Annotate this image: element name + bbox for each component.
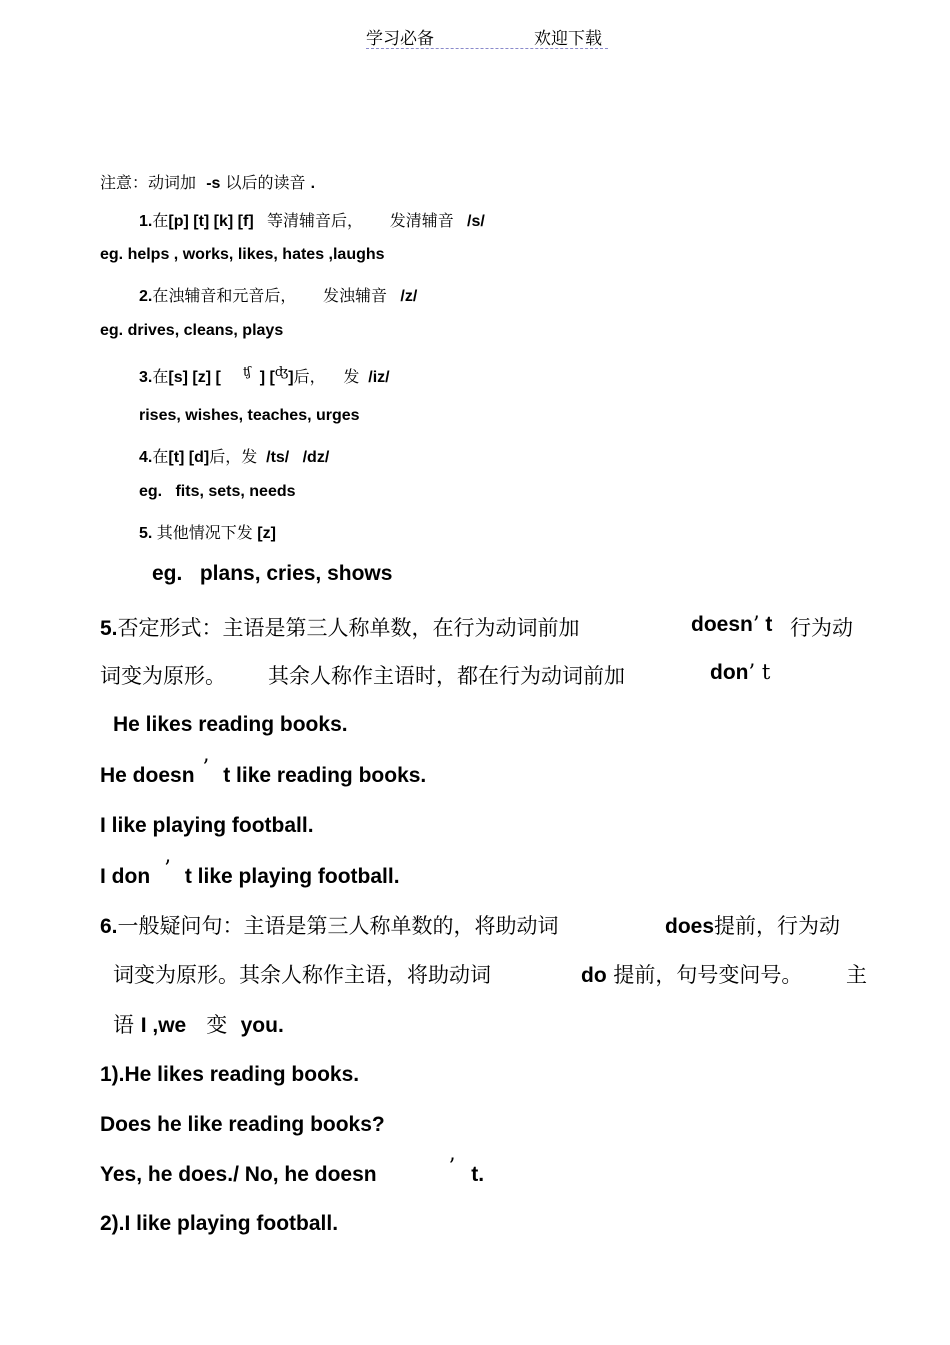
example-4-words: fits, sets, needs [175,483,296,500]
note-line [100,170,315,193]
example-3: rises, wishes, teaches, urges [139,407,360,424]
note-text2: 以后的读音 [225,173,306,192]
rule-1-mid: 等清辅音后， [267,211,364,230]
section-5-num: 5. [100,617,118,640]
section-6-num: 6. [100,915,118,938]
rule-4-pre: 在 [152,447,169,466]
rule-3-mid: ] [ [259,369,275,386]
rule-3-ipa: /iz/ [368,369,390,386]
example-5-words: plans, cries, shows [199,562,393,585]
section-5-text-1b: 行为动 [790,616,853,640]
rule-4-sounds: [t] [d] [168,449,210,466]
example-sentence: He likes reading books. [113,713,348,736]
example-4 [139,483,296,501]
rule-2-text: 在浊辅音和元音后， [152,286,297,305]
section-6-text-2: 词变为原形。其余人称作主语，将助动词 [113,963,491,987]
rule-1-pre: 在 [152,211,169,230]
keyword-does: does [665,915,715,938]
section-5-text-1: 否定形式：主语是第三人称单数，在行为动词前加 [117,616,580,640]
apostrophe-2: ’ [748,660,756,684]
apostrophe-5: ’ [448,1154,456,1178]
rule-3-sounds: [s] [z] [ [168,369,221,386]
section-6-line-1 [100,910,559,940]
sentence-part: t like playing football. [184,865,400,888]
rule-4-post: 后，发 [209,447,258,466]
keyword-t: t [765,613,773,636]
note-end: . [310,175,316,192]
section-6-text-1: 一般疑问句：主语是第三人称单数的，将助动词 [117,914,559,938]
section-6-text-1b: 提前，行为动 [714,914,841,938]
rule-3-post: 后， [293,367,326,386]
section-6-text-2c: 主 [846,963,867,987]
rule-5 [139,520,276,543]
example-sentence: I like playing football. [100,814,314,837]
rule-1-mid2: 发清辅音 [389,211,454,230]
rule-3-mid2: 发 [343,367,360,386]
note-suffix: -s [206,175,221,192]
rule-3-num: 3. [139,369,153,386]
section-5-keyword-dont [710,660,770,685]
sentence-part: t. [471,1163,485,1186]
section-6-text-3d: you. [240,1014,284,1037]
keyword-t-2: t [761,660,771,684]
rule-3 [139,364,390,387]
section-5-line-1 [100,612,580,642]
example-sentence [100,1154,485,1187]
example-4-label: eg. [139,483,163,500]
example-sentence: 1).He likes reading books. [100,1063,360,1086]
example-sentence [100,755,427,788]
apostrophe-4: ’ [164,856,171,880]
section-6-keyword-does [665,910,840,940]
rule-5-text: 其他情况下发 [156,523,253,542]
note-text: 动词加 [148,173,197,192]
sentence-part: t like reading books. [223,764,427,787]
rule-2-num: 2. [139,288,153,305]
keyword-do: do [581,964,607,987]
sentence-part: Yes, he does./ No, he doesn [100,1163,377,1186]
example-1: eg. helps , works, likes, hates ,laughs [100,246,385,263]
section-6-text-3a: 语 [113,1013,134,1037]
rule-1 [139,208,485,231]
rule-4-num: 4. [139,449,153,466]
section-5-text-2: 词变为原形。 [100,664,226,688]
rule-3-pre: 在 [152,367,169,386]
sentence-part: I don [100,865,151,888]
sentence-part: He doesn [100,764,195,787]
rule-3-symbol-2: ʤ [274,365,289,380]
rule-3-close: ] [288,369,294,386]
note-label: 注意： [100,173,149,192]
rule-3-symbol-1: ʧ [243,365,251,380]
example-sentence: 2).I like playing football. [100,1212,339,1235]
rule-5-ipa: [z] [257,525,276,542]
keyword-doesn: doesn [691,613,753,636]
example-sentence [100,856,400,889]
keyword-don: don [710,661,749,684]
rule-1-num: 1. [139,213,153,230]
section-6-text-2b: 提前，句号变问号。 [613,963,803,987]
page-header [366,22,608,49]
rule-2-mid: 发浊辅音 [323,286,388,305]
rule-4 [139,444,329,467]
apostrophe-3: ’ [202,755,210,779]
header-left-text: 学习必备 [366,29,434,49]
section-5-text-2b: 其余人称作主语时，都在行为动词前加 [268,664,625,688]
rule-4-ipa-1: /ts/ [266,449,290,466]
section-6-line-3 [113,1009,284,1039]
rule-4-ipa-2: /dz/ [302,449,330,466]
section-6-keyword-do [581,959,802,989]
section-5-keyword-doesnt [691,612,772,637]
apostrophe: ’ [752,612,760,636]
rule-5-num: 5. [139,525,153,542]
section-6-text-3c: 变 [206,1013,228,1037]
rule-2-ipa: /z/ [400,288,418,305]
section-6-text-3b: I ,we [140,1014,187,1037]
rule-1-sounds: [p] [t] [k] [f] [168,213,254,230]
rule-1-ipa: /s/ [467,213,485,230]
example-sentence: Does he like reading books? [100,1113,385,1136]
header-right-text: 欢迎下载 [534,29,602,49]
rule-2 [139,283,417,306]
example-5 [152,562,392,586]
example-5-label: eg. [152,562,183,585]
example-2: eg. drives, cleans, plays [100,322,284,339]
